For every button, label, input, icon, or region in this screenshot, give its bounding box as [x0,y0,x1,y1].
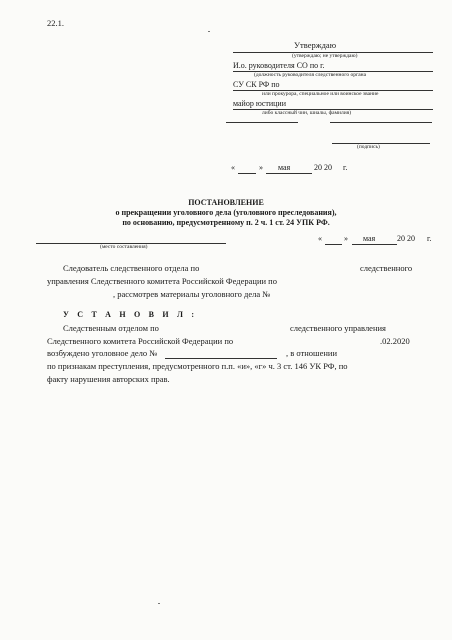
approval-date-quote-close: » [259,163,263,172]
established-line-2b: .02.2020 [380,336,410,346]
intro-line-3: , рассмотрев материалы уголовного дела № [113,289,271,299]
approval-date-quote-open: « [231,163,235,172]
established-heading: У С Т А Н О В И Л : [63,310,198,319]
established-line-2a: Следственного комитета Российской Федерации по [47,336,234,346]
approval-hint: (утверждаю; не утверждаю) [292,53,358,59]
month-line [352,244,397,245]
date-suffix: г. [427,234,432,243]
signature-hint: (подпись) [357,144,380,150]
case-number-line [165,358,277,359]
established-line-4: по признакам преступления, предусмотренного п.п. «и», «г» ч. 3 ст. 146 УК РФ, по [47,361,348,371]
scan-speck [208,31,210,32]
organization-text: СУ СК РФ по [233,80,280,89]
date-month: мая [363,234,376,243]
date-year: 20 20 [397,234,415,243]
class-rank-hint: либо классный чин, шиалы, фамилия) [262,110,352,116]
approval-title: Утверждаю [294,40,337,50]
intro-line-2: управления Следственного комитета Российской Федерации по [47,276,277,286]
blank-line-left [226,122,298,123]
approval-date-year: 20 20 [314,163,332,172]
established-line-3a: возбуждено уголовное дело № [47,348,158,358]
approval-day-line [238,173,256,174]
established-line-5: факту нарушения авторских прав. [47,374,170,384]
place-hint: (место составления) [100,244,148,250]
blank-line-right [330,122,432,123]
date-quote-open: « [318,234,322,243]
scan-speck [158,603,160,604]
approval-date-suffix: г. [343,163,348,172]
page-number: 22.1. [47,18,64,28]
day-line [325,244,342,245]
document-heading: ПОСТАНОВЛЕНИЕ [188,198,264,207]
document-subtitle-1: о прекращении уголовного дела (уголовного преследования), [115,208,337,217]
head-position-hint: (должность руководителя следственного органа [254,72,367,78]
established-line-1a: Следственным отделом по [63,323,159,333]
intro-line-1b: следственного [360,263,413,273]
head-position-text: И.о. руководителя СО по г. [233,61,325,70]
signature-line [332,143,430,144]
approval-date-month: мая [278,163,291,172]
approval-month-line [266,173,312,174]
date-quote-close: » [344,234,348,243]
established-line-3b: , в отношении [286,348,338,358]
intro-line-1a: Следователь следственного отдела по [63,263,200,273]
document-subtitle-2: по основанию, предусмотренному п. 2 ч. 1 ст. 24 УПК РФ. [122,218,330,227]
prosecutor-hint: или прокурора, специальное или воинское звание [262,91,379,97]
rank-text: майор юстиции [233,99,286,108]
established-line-1b: следственного управления [290,323,386,333]
